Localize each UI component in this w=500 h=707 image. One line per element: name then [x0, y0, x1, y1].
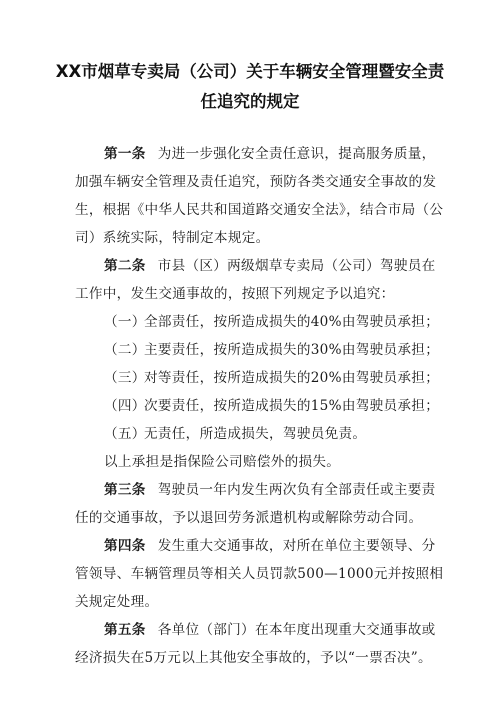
- article-5-line-1: [104, 621, 464, 639]
- article-1-line-3: 生，根据《中华人民共和国道路交通安全法》，结合市局（公: [75, 202, 444, 218]
- article-1-line-2: 加强车辆安全管理及责任追究，预防各类交通安全事故的发: [75, 174, 437, 190]
- article-4-line-2: 管领导、车辆管理员等相关人员罚款500—1000元并按照相: [75, 566, 444, 582]
- article-2-line-2: 工作中，发生交通事故的，按照下列规定予以追究：: [75, 286, 395, 302]
- article-4-line-1: [104, 537, 464, 555]
- list-item-number: （三）: [104, 370, 146, 386]
- list-item-number: （五）: [104, 426, 146, 442]
- article-4-line-3: 关规定处理。: [75, 594, 159, 610]
- article-3-text-1: 驾驶员一年内发生两次负有全部责任或主要责: [157, 482, 436, 498]
- list-item-text: 对等责任，按所造成损失的20%由驾驶员承担；: [144, 370, 440, 386]
- article-2-label: 第二条: [104, 258, 146, 274]
- list-item-text: 无责任，所造成损失，驾驶员免责。: [144, 426, 367, 442]
- article-3-line-1: [104, 481, 464, 499]
- article-2-text-1: 市县（区）两级烟草专卖局（公司）驾驶员在: [157, 258, 436, 274]
- list-item: [104, 425, 464, 443]
- list-item-text: 主要责任，按所造成损失的30%由驾驶员承担；: [144, 342, 440, 358]
- list-item-number: （二）: [104, 342, 146, 358]
- list-item: [104, 313, 464, 331]
- article-5-label: 第五条: [104, 622, 146, 638]
- article-2-line-1: [104, 257, 464, 275]
- article-1-text-1: 为进一步强化安全责任意识，提高服务质量，: [157, 146, 436, 162]
- article-2-note: 以上承担是指保险公司赔偿外的损失。: [104, 454, 341, 470]
- article-3-label: 第三条: [104, 482, 146, 498]
- article-4-text-1: 发生重大交通事故，对所在单位主要领导、分: [157, 538, 436, 554]
- article-3-line-2: 任的交通事故，予以退回劳务派遣机构或解除劳动合同。: [75, 510, 423, 526]
- list-item-text: 次要责任，按所造成损失的15%由驾驶员承担；: [144, 398, 440, 414]
- article-1-line-1: [104, 145, 464, 163]
- article-5-line-2: 经济损失在5万元以上其他安全事故的，予以“一票否决”。: [75, 650, 432, 666]
- list-item-number: （四）: [104, 398, 146, 414]
- list-item-text: 全部责任，按所造成损失的40%由驾驶员承担；: [144, 314, 440, 330]
- list-item-number: （一）: [104, 314, 146, 330]
- article-1-line-4: 司）系统实际，特制定本规定。: [75, 230, 270, 246]
- list-item: [104, 369, 464, 387]
- document-title-line-1: XX市烟草专卖局（公司）关于车辆安全管理暨安全责: [55, 62, 445, 81]
- list-item: [104, 341, 464, 359]
- list-item: [104, 397, 464, 415]
- article-5-text-1: 各单位（部门）在本年度出现重大交通事故或: [157, 622, 436, 638]
- document-title-line-2: 任追究的规定: [200, 92, 300, 111]
- article-4-label: 第四条: [104, 538, 146, 554]
- article-1-label: 第一条: [104, 146, 146, 162]
